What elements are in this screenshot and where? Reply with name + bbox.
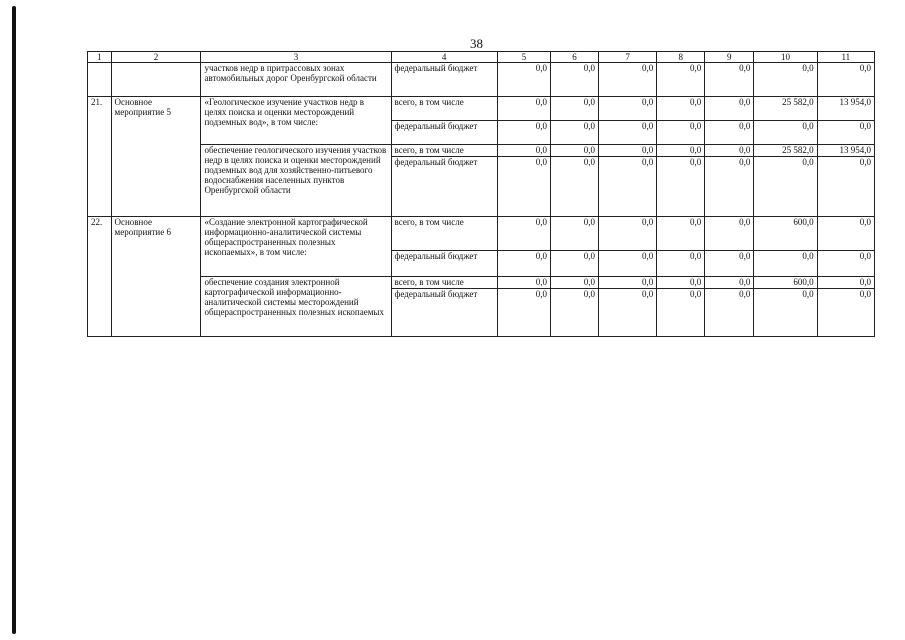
value-cell: 0,0 <box>754 121 817 145</box>
source-cell: всего, в том числе <box>391 217 497 251</box>
table-row <box>88 217 875 251</box>
value-cell: 600,0 <box>754 277 817 289</box>
sub-event-cell: обеспечение создания электронной картографической информационно-аналитической системы месторождений общераспространенных полезных ископаемых <box>201 277 391 337</box>
value-cell: 0,0 <box>657 251 705 277</box>
value-cell: 0,0 <box>598 277 656 289</box>
value-cell: 0,0 <box>497 121 550 145</box>
value-cell: 0,0 <box>550 251 598 277</box>
scan-edge-bar <box>12 6 16 634</box>
value-cell: 0,0 <box>598 289 656 337</box>
value-cell: 0,0 <box>817 251 874 277</box>
source-cell: федеральный бюджет <box>391 289 497 337</box>
number-cell: 21. <box>88 97 112 217</box>
value-cell: 0,0 <box>497 145 550 157</box>
value-cell: 0,0 <box>657 289 705 337</box>
value-cell: 0,0 <box>754 63 817 97</box>
value-cell: 0,0 <box>598 63 656 97</box>
table-row <box>88 277 875 289</box>
value-cell: 600,0 <box>754 217 817 251</box>
status-cell: Основное мероприятие 5 <box>111 97 201 217</box>
column-number: 10 <box>754 52 817 63</box>
value-cell: 0,0 <box>817 217 874 251</box>
value-cell: 0,0 <box>657 217 705 251</box>
value-cell: 0,0 <box>817 277 874 289</box>
table-row <box>88 63 875 97</box>
event-cell: «Создание электронной картографической информационно-аналитической системы общераспространенных полезных ископаемых», в том числе: <box>201 217 391 277</box>
value-cell: 0,0 <box>817 121 874 145</box>
value-cell: 25 582,0 <box>754 145 817 157</box>
source-cell: всего, в том числе <box>391 145 497 157</box>
column-number-row <box>88 52 875 63</box>
value-cell: 0,0 <box>705 157 754 217</box>
value-cell: 0,0 <box>754 289 817 337</box>
value-cell: 0,0 <box>657 97 705 121</box>
value-cell: 0,0 <box>657 277 705 289</box>
column-number: 8 <box>657 52 705 63</box>
value-cell: 0,0 <box>497 157 550 217</box>
value-cell: 0,0 <box>497 251 550 277</box>
value-cell: 0,0 <box>497 289 550 337</box>
value-cell: 0,0 <box>817 157 874 217</box>
value-cell: 0,0 <box>657 145 705 157</box>
value-cell: 0,0 <box>705 289 754 337</box>
value-cell: 0,0 <box>754 157 817 217</box>
column-number: 6 <box>550 52 598 63</box>
value-cell: 0,0 <box>550 277 598 289</box>
event-cell: участков недр в притрассовых зонах автомобильных дорог Оренбургской области <box>201 63 391 97</box>
event-cell: «Геологическое изучение участков недр в целях поиска и оценки месторождений подземных вод», в том числе: <box>201 97 391 145</box>
value-cell: 0,0 <box>657 63 705 97</box>
value-cell: 0,0 <box>754 251 817 277</box>
value-cell: 0,0 <box>550 63 598 97</box>
value-cell: 0,0 <box>550 217 598 251</box>
page-number: 38 <box>470 36 483 51</box>
value-cell: 0,0 <box>598 217 656 251</box>
value-cell: 0,0 <box>705 97 754 121</box>
column-number: 3 <box>201 52 391 63</box>
source-cell: федеральный бюджет <box>391 157 497 217</box>
value-cell: 0,0 <box>497 217 550 251</box>
column-number: 2 <box>111 52 201 63</box>
value-cell: 0,0 <box>705 217 754 251</box>
value-cell: 0,0 <box>657 157 705 217</box>
value-cell: 0,0 <box>550 121 598 145</box>
status-cell <box>111 63 201 97</box>
column-number: 7 <box>598 52 656 63</box>
value-cell: 0,0 <box>705 251 754 277</box>
budget-table <box>87 51 875 337</box>
number-cell <box>88 63 112 97</box>
value-cell: 0,0 <box>817 63 874 97</box>
column-number: 5 <box>497 52 550 63</box>
value-cell: 0,0 <box>657 121 705 145</box>
column-number: 4 <box>391 52 497 63</box>
source-cell: всего, в том числе <box>391 97 497 121</box>
source-cell: федеральный бюджет <box>391 121 497 145</box>
value-cell: 0,0 <box>598 97 656 121</box>
sub-event-cell: обеспечение геологического изучения участков недр в целях поиска и оценки месторождений подземных вод для хозяйственно-питьевого водоснабжения населенных пунктов Оренбургской области <box>201 145 391 217</box>
value-cell: 0,0 <box>598 121 656 145</box>
column-number: 11 <box>817 52 874 63</box>
column-number: 1 <box>88 52 112 63</box>
column-number: 9 <box>705 52 754 63</box>
value-cell: 0,0 <box>705 121 754 145</box>
value-cell: 0,0 <box>598 145 656 157</box>
value-cell: 0,0 <box>550 157 598 217</box>
value-cell: 0,0 <box>705 63 754 97</box>
status-cell: Основное мероприятие 6 <box>111 217 201 337</box>
value-cell: 0,0 <box>550 145 598 157</box>
value-cell: 0,0 <box>497 277 550 289</box>
value-cell: 25 582,0 <box>754 97 817 121</box>
value-cell: 0,0 <box>550 289 598 337</box>
source-cell: федеральный бюджет <box>391 251 497 277</box>
source-cell: федеральный бюджет <box>391 63 497 97</box>
table-row <box>88 145 875 157</box>
value-cell: 0,0 <box>497 63 550 97</box>
value-cell: 0,0 <box>817 289 874 337</box>
value-cell: 0,0 <box>705 145 754 157</box>
value-cell: 0,0 <box>705 277 754 289</box>
source-cell: всего, в том числе <box>391 277 497 289</box>
table-row <box>88 97 875 121</box>
value-cell: 0,0 <box>550 97 598 121</box>
number-cell: 22. <box>88 217 112 337</box>
value-cell: 0,0 <box>497 97 550 121</box>
value-cell: 0,0 <box>598 157 656 217</box>
value-cell: 13 954,0 <box>817 97 874 121</box>
value-cell: 13 954,0 <box>817 145 874 157</box>
value-cell: 0,0 <box>598 251 656 277</box>
